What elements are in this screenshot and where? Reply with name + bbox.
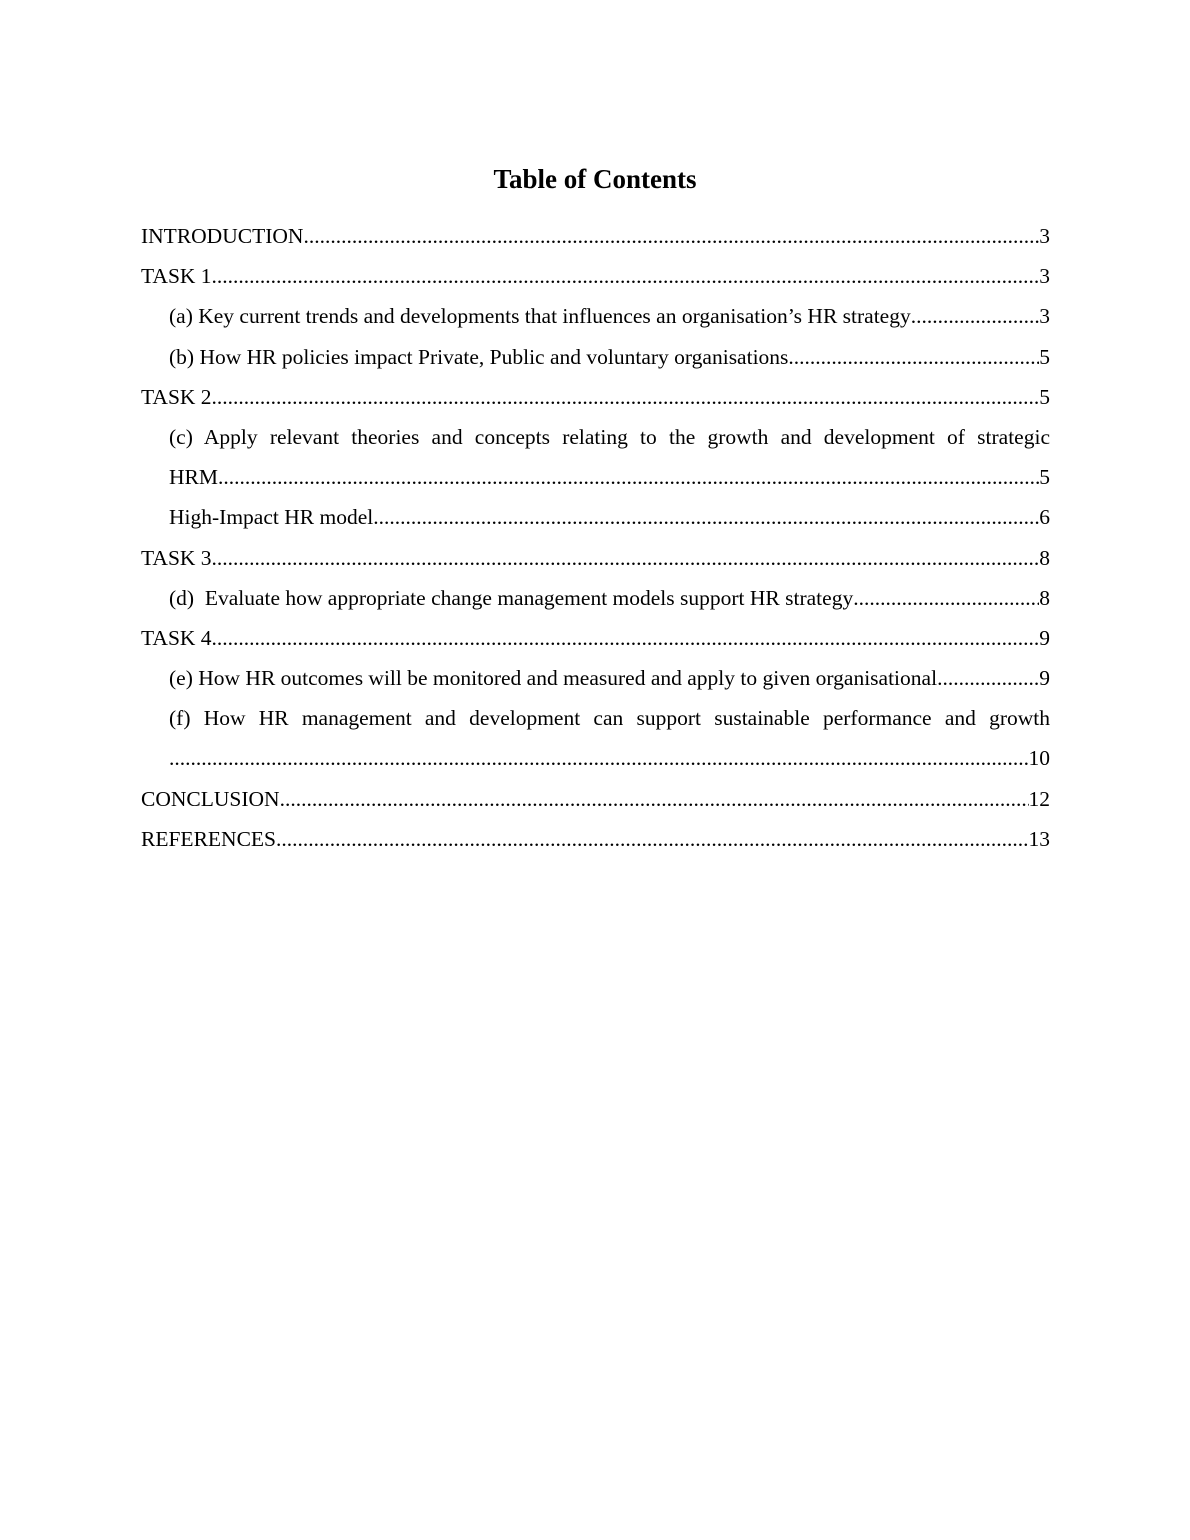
toc-dot-leader bbox=[276, 819, 1029, 859]
toc-page-number: 5 bbox=[1039, 384, 1050, 409]
toc-page-number: 9 bbox=[1039, 666, 1050, 691]
toc-dot-leader bbox=[303, 216, 1039, 256]
toc-entry-text: TASK 4 bbox=[141, 625, 212, 650]
toc-dot-leader bbox=[212, 377, 1040, 417]
toc-entry-task-1[interactable] bbox=[141, 256, 1050, 296]
toc-page-number: 3 bbox=[1039, 264, 1050, 289]
toc-dot-leader bbox=[218, 457, 1039, 497]
toc-page-number: 5 bbox=[1039, 344, 1050, 369]
toc-dot-leader bbox=[212, 256, 1040, 296]
toc-entry-text: (a) Key current trends and developments that influences an organisation’s HR strategy bbox=[169, 304, 911, 329]
toc-page-number: 6 bbox=[1039, 505, 1050, 530]
toc-page-number: 3 bbox=[1039, 304, 1050, 329]
toc-entry-task-4[interactable] bbox=[141, 618, 1050, 658]
toc-page-number: 13 bbox=[1028, 826, 1050, 851]
toc-entry-conclusion[interactable] bbox=[141, 779, 1050, 819]
toc-entry-text: TASK 1 bbox=[141, 264, 212, 289]
toc-page-number: 5 bbox=[1039, 465, 1050, 490]
toc-entry-references[interactable] bbox=[141, 819, 1050, 859]
toc-dot-leader bbox=[169, 738, 1029, 778]
toc-dot-leader bbox=[212, 618, 1040, 658]
toc-entry-task-1b[interactable] bbox=[141, 337, 1050, 377]
toc-dot-leader bbox=[911, 296, 1040, 336]
toc-page-number: 8 bbox=[1039, 545, 1050, 570]
toc-dot-leader bbox=[788, 337, 1039, 377]
toc-entry-task-3d[interactable] bbox=[141, 578, 1050, 618]
toc-page-number: 10 bbox=[1028, 746, 1050, 771]
toc-entry-text: TASK 3 bbox=[141, 545, 212, 570]
toc-entry-task-4f-line2[interactable] bbox=[141, 738, 1050, 778]
toc-dot-leader bbox=[280, 779, 1029, 819]
toc-entry-task-1a[interactable] bbox=[141, 296, 1050, 336]
toc-page-number: 12 bbox=[1028, 786, 1050, 811]
toc-entry-introduction[interactable] bbox=[141, 216, 1050, 256]
toc-entry-text: TASK 2 bbox=[141, 384, 212, 409]
toc-entry-task-2c-line2[interactable] bbox=[141, 457, 1050, 497]
toc-entry-text: (e) How HR outcomes will be monitored and measured and apply to given organisational bbox=[169, 666, 938, 691]
toc-page-number: 9 bbox=[1039, 625, 1050, 650]
table-of-contents bbox=[141, 216, 1050, 859]
toc-entry-text: (b) How HR policies impact Private, Public and voluntary organisations bbox=[169, 344, 789, 369]
toc-dot-leader bbox=[853, 578, 1039, 618]
toc-entry-text: HRM bbox=[169, 465, 218, 490]
toc-dot-leader bbox=[212, 538, 1040, 578]
toc-entry-high-impact-hr-model[interactable] bbox=[141, 497, 1050, 537]
toc-entry-text: (c) Apply relevant theories and concepts relating to the growth and development of strategic bbox=[169, 424, 1050, 449]
toc-entry-text: High-Impact HR model bbox=[169, 505, 374, 530]
toc-entry-task-3[interactable] bbox=[141, 538, 1050, 578]
toc-entry-text: (f) How HR management and development can support sustainable performance and growth bbox=[169, 706, 1050, 731]
toc-entry-task-4e[interactable] bbox=[141, 658, 1050, 698]
toc-entry-task-2c-line1[interactable] bbox=[141, 417, 1050, 457]
toc-entry-task-4f-line1[interactable] bbox=[141, 698, 1050, 738]
toc-entry-text: CONCLUSION bbox=[141, 786, 280, 811]
toc-title: Table of Contents bbox=[493, 164, 697, 194]
toc-dot-leader bbox=[373, 497, 1039, 537]
toc-entry-task-2[interactable] bbox=[141, 377, 1050, 417]
toc-page-number: 3 bbox=[1039, 224, 1050, 248]
toc-entry-text: (d) Evaluate how appropriate change management models support HR strategy bbox=[169, 585, 854, 610]
toc-page-number: 8 bbox=[1039, 585, 1050, 610]
toc-dot-leader bbox=[937, 658, 1039, 698]
toc-entry-text: INTRODUCTION bbox=[141, 224, 304, 248]
toc-entry-text: REFERENCES bbox=[141, 826, 276, 851]
